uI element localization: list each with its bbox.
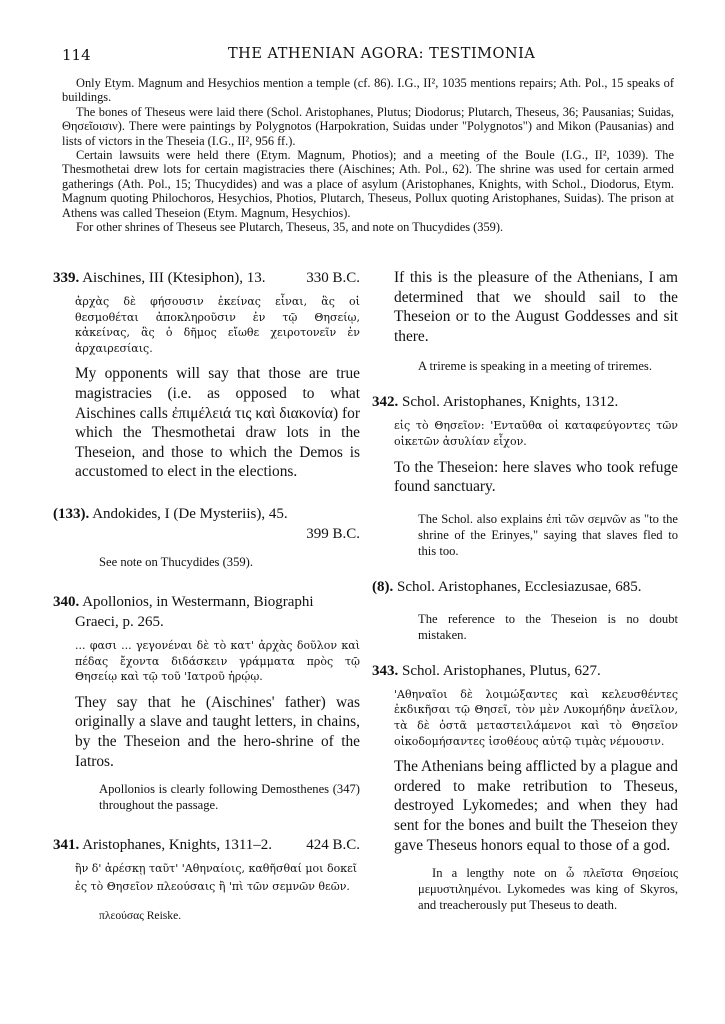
entry-number: (133). bbox=[53, 505, 90, 522]
intro-paragraph: Only Etym. Magnum and Hesychios mention a temple (cf. 86). I.G., II², 1035 mentions repairs; Ath. Pol., 15 speaks of buildings. bbox=[62, 76, 674, 105]
translation-text: They say that he (Aischines' father) was originally a slave and taught letters, in chains, by the Theseion and the hero-shrine of the Iatros. bbox=[75, 693, 360, 770]
entry-date: 330 B.C. bbox=[306, 270, 360, 286]
greek-text: εἰς τὸ Θησεῖον: 'Ενταῦθα οἱ καταφεύγοντες τῶν οἰκετῶν ἀσυλίαν εἶχον. bbox=[394, 419, 678, 448]
entry-number: 341. bbox=[53, 837, 80, 854]
intro-paragraph: For other shrines of Theseus see Plutarch, Theseus, 35, and note on Thucydides (359). bbox=[76, 220, 504, 235]
entry-source: Apollonios, in Westermann, Biographi Graeci, p. 265. bbox=[75, 593, 314, 630]
entry-heading bbox=[53, 268, 360, 288]
entry-date: 399 B.C. bbox=[306, 525, 360, 542]
entry-source: Aischines, III (Ktesiphon), 13. bbox=[82, 270, 266, 286]
intro-paragraph: Certain lawsuits were held there (Etym. Magnum, Photios); and a meeting of the Boule (I.G., II², 1039). The Thesmothetai drew lots for certain magistracies there (Aischines; Ath. Pol., 62). The shrine was used for certain armed gatherings (Ath. Pol., 15; Thucydides) and was a place of asylum (Aristophanes, Knights, with Schol., Diodorus, Etym. Magnum quoting Philochoros, Hesychios, Photios, Plutarch, Theseus, Pollux quoting Aristophanes, Suidas). The prison at Athens was called Theseion (Etym. Magnum, Hesychios). bbox=[62, 148, 674, 220]
entry-source: Schol. Aristophanes, Knights, 1312. bbox=[402, 394, 619, 411]
page-title: THE ATHENIAN AGORA: TESTIMONIA bbox=[228, 46, 536, 62]
entry-source: Andokides, I (De Mysteriis), 45. bbox=[92, 505, 288, 522]
translation-text: The Athenians being afflicted by a plague and ordered to make retribution to Theseus, destroyed Lykomedes; and when they had sent for the bones and built the Theseion they gave Theseus honors equal to those of a god. bbox=[394, 758, 678, 854]
entry-341 bbox=[53, 835, 360, 924]
translation-text: To the Theseion: here slaves who took refuge found sanctuary. bbox=[394, 458, 678, 496]
entry-number: 340. bbox=[53, 593, 80, 610]
entry-number: 343. bbox=[372, 662, 399, 679]
entry-number: (8). bbox=[372, 578, 394, 595]
entry-heading bbox=[372, 577, 678, 597]
note-text: See note on Thucydides (359). bbox=[99, 554, 254, 569]
entry-heading bbox=[53, 835, 360, 855]
entry-133 bbox=[53, 504, 360, 570]
entry-339 bbox=[53, 268, 360, 482]
entry-343 bbox=[372, 661, 678, 913]
entry-date: 424 B.C. bbox=[306, 837, 360, 854]
entry-342 bbox=[372, 392, 678, 558]
greek-text: 'Αθηναῖοι δὲ λοιμώξαντες καὶ κελευσθέντες ἐκδικῆσαι τῷ Θησεῖ, τὸν μὲν Λυκομήδην ἀνεῖλον, τὰ δὲ ὀστᾶ μεταστειλάμενοι καὶ τὸ Θησεῖον οἰκοδομήσαντες ἰσοθέους αὐτῷ τιμὰς νέμουσιν. bbox=[394, 687, 678, 748]
note-text: Apollonios is clearly following Demosthenes (347) throughout the passage. bbox=[99, 782, 360, 813]
intro-paragraph: The bones of Theseus were laid there (Schol. Aristophanes, Plutus; Diodorus; Plutarch, Theseus, 36; Pausanias; Suidas, Θησεῖοισιν). There were paintings by Polygnotos (Harpokration, Suidas under "Polygnotos") and Mikon (Pausanias) and lists of victors in the Theseia (I.G., II², 956 ff.). bbox=[62, 104, 674, 148]
page-number: 114 bbox=[62, 46, 91, 64]
footnote-text: πλεούσας Reiske. bbox=[99, 909, 182, 923]
right-column bbox=[372, 268, 678, 913]
entry-source: Schol. Aristophanes, Ecclesiazusae, 685. bbox=[397, 578, 642, 595]
entry-number: 342. bbox=[372, 394, 399, 411]
greek-verse-line: ἢν δ' ἀρέσκῃ ταῦτ' 'Αθηναίοις, καθῆσθαί μοι δοκεῖ bbox=[75, 862, 358, 876]
note-text: The reference to the Theseion is no doubt mistaken. bbox=[418, 611, 678, 642]
greek-text: ἀρχὰς δὲ φήσουσιν ἐκείνας εἶναι, ἃς οἱ θεσμοθέται ἀποκληροῦσιν ἐν τῷ Θησείῳ, κἀκείνας, ἃς ὁ δῆμος εἴωθε χειροτονεῖν ἐν ἀρχαιρεσίαις. bbox=[75, 295, 360, 355]
left-column bbox=[53, 268, 360, 924]
note-text: A trireme is speaking in a meeting of triremes. bbox=[418, 359, 652, 374]
entry-number: 339. bbox=[53, 270, 80, 286]
translation-text: My opponents will say that those are true magistracies (i.e. as opposed to what Aischines calls ἐπιμέλειά τις καὶ διακονία) for which the Thesmothetai draw lots in the Theseion, and those to which the Demos is accustomed to elect in the elections. bbox=[75, 365, 360, 481]
running-head bbox=[62, 46, 674, 68]
greek-text: ... φασι ... γεγονέναι δὲ τὸ κατ' ἀρχὰς δοῦλον καὶ πέδας ἔχοντα διδάσκειν γράμματα πρὸς τῷ Θησείῳ καὶ τῷ τοῦ 'Ιατροῦ ἡρῴῳ. bbox=[75, 638, 360, 684]
translation-text: If this is the pleasure of the Athenians, I am determined that we should sail to the Theseion or to the August Goddesses and sit there. bbox=[394, 269, 678, 345]
entry-heading bbox=[372, 661, 678, 681]
note-text: In a lengthy note on ὦ πλεῖστα Θησείοις μεμυστιλημένοι. Lykomedes was king of Skyros, and treacherously put Theseus to death. bbox=[418, 866, 678, 913]
entry-source: Schol. Aristophanes, Plutus, 627. bbox=[402, 662, 601, 679]
greek-verse-line: ἐς τὸ Θησεῖον πλεούσαις ἢ 'πὶ τῶν σεμνῶν θεῶν. bbox=[75, 879, 350, 893]
note-text: The Schol. also explains ἐπὶ τῶν σεμνῶν as "to the shrine of the Erinyes," saying that slaves fled to this too. bbox=[418, 511, 678, 558]
entry-heading bbox=[53, 504, 360, 524]
entry-8 bbox=[372, 577, 678, 643]
entry-340 bbox=[53, 592, 360, 813]
entry-source: Aristophanes, Knights, 1311–2. bbox=[82, 837, 273, 854]
intro-section bbox=[62, 76, 674, 234]
entry-heading bbox=[53, 592, 360, 632]
entry-heading bbox=[372, 392, 678, 412]
